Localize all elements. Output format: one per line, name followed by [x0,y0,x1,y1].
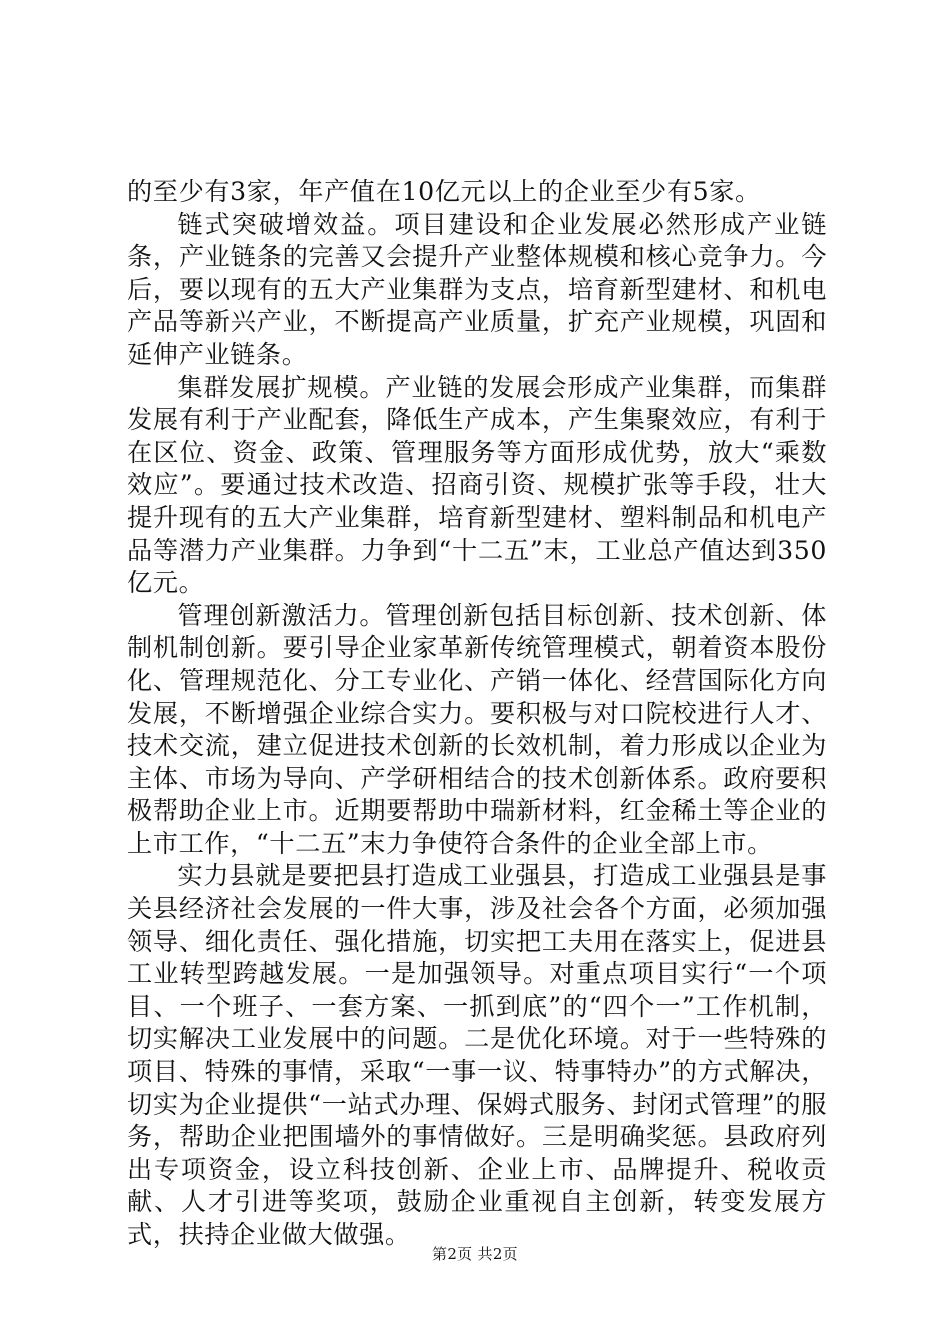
paragraph-cluster-development: 集群发展扩规模。产业链的发展会形成产业集群，而集群发展有利于产业配套，降低生产成本，产生集聚效应，有利于在区位、资金、政策、管理服务等方面形成优势，放大“乘数效应”。要通过技术改造、招商引资、规模扩张等手段，壮大提升现有的五大产业集群，培育新型建材、塑料制品和机电产品等潜力产业集群。力争到“十二五”末，工业总产值达到350亿元。 [127,372,827,598]
paragraph-chain-breakthrough: 链式突破增效益。项目建设和企业发展必然形成产业链条，产业链条的完善又会提升产业整体规模和核心竞争力。今后，要以现有的五大产业集群为支点，培育新型建材、和机电产品等新兴产业，不断提高产业质量，扩充产业规模，巩固和延伸产业链条。 [127,209,827,369]
paragraph-continuation: 的至少有3家，年产值在10亿元以上的企业至少有5家。 [127,177,761,206]
document-body [127,176,827,1252]
paragraph-strong-county: 实力县就是要把县打造成工业强县，打造成工业强县是事关县经济社会发展的一件大事，涉及社会各个方面，必须加强领导、细化责任、强化措施，切实把工夫用在落实上，促进县工业转型跨越发展。一是加强领导。对重点项目实行“一个项目、一个班子、一套方案、一抓到底”的“四个一”工作机制，切实解决工业发展中的问题。二是优化环境。对于一些特殊的项目、特殊的事情，采取“一事一议、特事特办”的方式解决，切实为企业提供“一站式办理、保姆式服务、封闭式管理”的服务，帮助企业把围墙外的事情做好。三是明确奖惩。县政府列出专项资金，设立科技创新、企业上市、品牌提升、税收贡献、人才引进等奖项，鼓励企业重视自主创新，转变发展方式，扶持企业做大做强。 [127,861,827,1249]
page-number-footer: 第2页 共2页 [432,1245,518,1263]
paragraph-management-innovation: 管理创新激活力。管理创新包括目标创新、技术创新、体制机制创新。要引导企业家革新传统管理模式，朝着资本股份化、管理规范化、分工专业化、产销一体化、经营国际化方向发展，不断增强企业综合实力。要积极与对口院校进行人才、技术交流，建立促进技术创新的长效机制，着力形成以企业为主体、市场为导向、产学研相结合的技术创新体系。政府要积极帮助企业上市。近期要帮助中瑞新材料，红金稀土等企业的上市工作，“十二五”末力争使符合条件的企业全部上市。 [127,600,827,858]
